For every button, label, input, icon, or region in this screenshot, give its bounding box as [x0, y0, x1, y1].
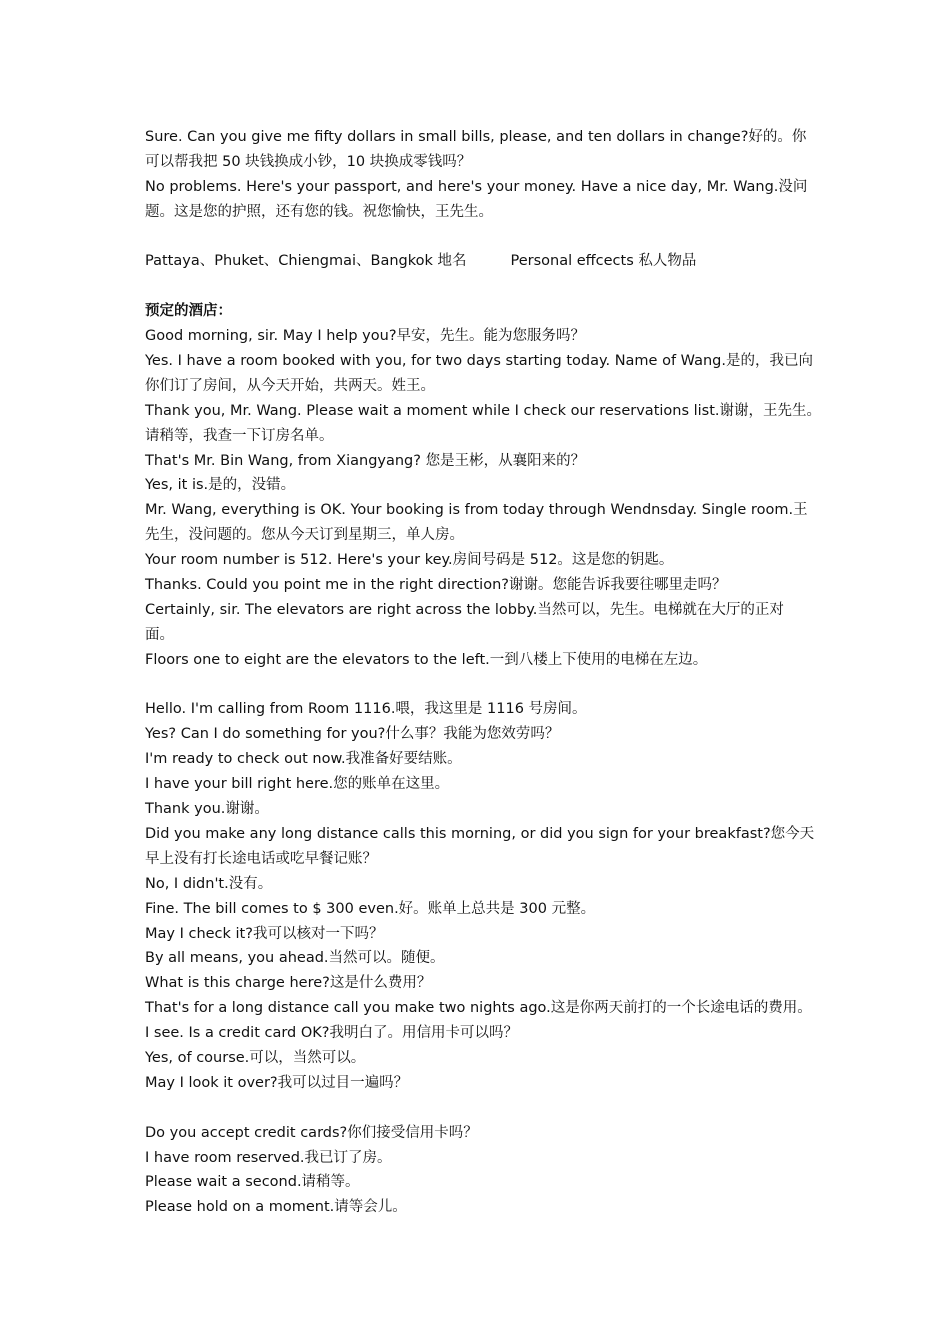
exchange-section — [145, 125, 825, 225]
text-line: May I look it over?我可以过目一遍吗？ — [145, 1074, 409, 1091]
text-line: Yes? Can I do something for you?什么事？我能为您效劳吗？ — [145, 726, 560, 743]
paragraph-spacer — [145, 673, 825, 698]
text-line: I have your bill right here.您的账单在这里。 — [145, 776, 450, 793]
text-line: I'm ready to check out now.我准备好要结账。 — [145, 751, 462, 768]
text-line: I have room reserved.我已订了房。 — [145, 1149, 392, 1166]
text-line: Thank you.谢谢。 — [145, 801, 269, 818]
text-line: 面。 — [145, 626, 174, 643]
text-line: May I check it?我可以核对一下吗？ — [145, 925, 384, 942]
text-line: Mr. Wang, everything is OK. Your booking is from today through Wendnsday. Single room.王 — [145, 502, 808, 519]
text-line: Your room number is 512. Here's your key.房间号码是 512。这是您的钥匙。 — [145, 552, 674, 569]
paragraph-spacer — [145, 1096, 825, 1121]
text-line: Yes, of course.可以，当然可以。 — [145, 1049, 366, 1066]
text-line: 请稍等，我查一下订房名单。 — [145, 427, 334, 444]
text-line: 可以帮我把 50 块钱换成小钞，10 块换成零钱吗？ — [145, 153, 472, 170]
vocabulary-line — [145, 249, 825, 274]
personal-effects: Personal effcects 私人物品 — [510, 253, 697, 270]
text-line: That's for a long distance call you make two nights ago.这是你两天前打的一个长途电话的费用。 — [145, 1000, 812, 1017]
text-line: Thanks. Could you point me in the right direction?谢谢。您能告诉我要往哪里走吗？ — [145, 577, 727, 594]
text-line: No, I didn't.没有。 — [145, 875, 273, 892]
text-line: No problems. Here's your passport, and here's your money. Have a nice day, Mr. Wang.没问 — [145, 178, 808, 195]
text-line: What is this charge here?这是什么费用？ — [145, 975, 432, 992]
text-line: Please hold on a moment.请等会儿。 — [145, 1199, 407, 1216]
text-line: Thank you, Mr. Wang. Please wait a moment while I check our reservations list.谢谢，王先生。 — [145, 402, 822, 419]
text-line: Good morning, sir. May I help you?早安，先生。能为您服务吗？ — [145, 328, 586, 345]
text-line: I see. Is a credit card OK?我明白了。用信用卡可以吗？ — [145, 1025, 518, 1042]
text-line: Sure. Can you give me fifty dollars in small bills, please, and ten dollars in change?好的。你 — [145, 129, 807, 145]
text-line: By all means, you ahead.当然可以。随便。 — [145, 950, 445, 967]
text-line: 先生，没问题的。您从今天订到星期三，单人房。 — [145, 527, 464, 544]
checkout-section — [145, 697, 825, 1095]
text-line: Did you make any long distance calls this morning, or did you sign for your breakfast?您今天 — [145, 825, 815, 842]
text-line: 早上没有打长途电话或吃早餐记账？ — [145, 850, 377, 867]
text-line: Do you accept credit cards?你们接受信用卡吗？ — [145, 1124, 478, 1141]
hotel-section — [145, 299, 825, 672]
place-names: Pattaya、Phuket、Chiengmai、Bangkok 地名 — [145, 253, 467, 270]
text-line: Please wait a second.请稍等。 — [145, 1174, 360, 1191]
text-line: That's Mr. Bin Wang, from Xiangyang? 您是王彬，从襄阳来的？ — [145, 452, 586, 469]
text-line: Floors one to eight are the elevators to the left.一到八楼上下使用的电梯在左边。 — [145, 651, 708, 668]
paragraph-spacer — [145, 225, 825, 250]
paragraph-spacer — [145, 274, 825, 299]
text-line: Certainly, sir. The elevators are right across the lobby.当然可以，先生。电梯就在大厅的正对 — [145, 601, 784, 618]
text-line: 你们订了房间，从今天开始，共两天。姓王。 — [145, 377, 435, 394]
phrases-section — [145, 1121, 825, 1221]
text-line: Yes. I have a room booked with you, for two days starting today. Name of Wang.是的，我已向 — [145, 353, 813, 370]
document-page — [145, 125, 825, 1220]
text-line: 题。这是您的护照，还有您的钱。祝您愉快，王先生。 — [145, 203, 493, 220]
text-line: Fine. The bill comes to $ 300 even.好。账单上总共是 300 元整。 — [145, 900, 596, 917]
text-line: Hello. I'm calling from Room 1116.喂，我这里是 1116 号房间。 — [145, 701, 587, 718]
section-heading: 预定的酒店： — [145, 303, 232, 320]
text-line: Yes, it is.是的，没错。 — [145, 477, 296, 494]
